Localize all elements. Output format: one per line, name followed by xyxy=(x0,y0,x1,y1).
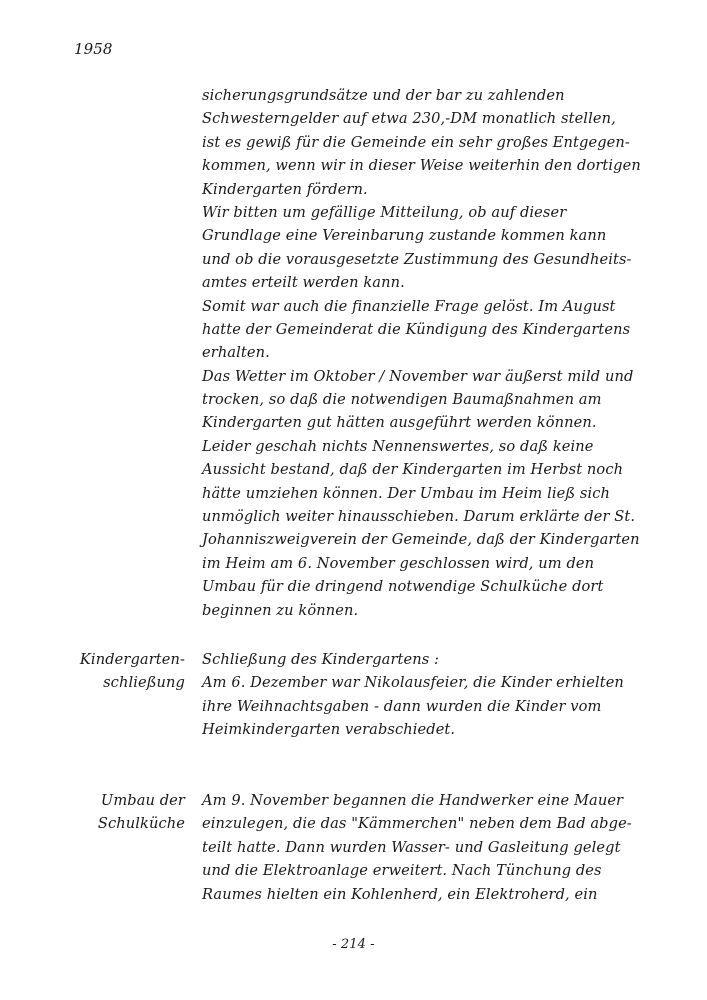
text-line: Kindergarten fördern. xyxy=(202,180,368,198)
margin-line: Kindergarten- xyxy=(79,651,185,668)
text-line: Am 9. November begannen die Handwerker eine Mauer xyxy=(202,792,624,809)
text-line: Schwesterngelder auf etwa 230,-DM monatlich stellen, xyxy=(202,110,616,128)
text-line: erhalten. xyxy=(202,344,270,362)
text-line: Leider geschah nichts Nennenswertes, so daß keine xyxy=(202,437,594,455)
paragraph-kindergarten xyxy=(202,648,642,742)
margin-line: schließung xyxy=(103,674,185,692)
text-line: hätte umziehen können. Der Umbau im Heim ließ sich xyxy=(202,484,611,502)
margin-note-kindergarten xyxy=(35,648,185,695)
text-line: Umbau für die dringend notwendige Schulküche dort xyxy=(202,578,604,596)
text-line: sicherungsgrundsätze und der bar zu zahlenden xyxy=(202,87,565,104)
text-line: Aussicht bestand, daß der Kindergarten im Herbst noch xyxy=(202,461,624,479)
text-line: Wir bitten um gefällige Mitteilung, ob auf dieser xyxy=(202,203,567,221)
text-line: und die Elektroanlage erweitert. Nach Tünchung des xyxy=(202,862,602,880)
text-line: amtes erteilt werden kann. xyxy=(202,274,405,292)
margin-line: Schulküche xyxy=(97,815,185,833)
paragraph-top xyxy=(202,84,642,622)
text-line: einzulegen, die das "Kämmerchen" neben dem Bad abge- xyxy=(202,815,632,833)
margin-note-umbau xyxy=(35,789,185,836)
text-line: ist es gewiß für die Gemeinde ein sehr großes Entgegen- xyxy=(202,133,630,151)
text-line: trocken, so daß die notwendigen Baumaßnahmen am xyxy=(202,391,602,409)
text-line: teilt hatte. Dann wurden Wasser- und Gasleitung gelegt xyxy=(202,838,621,856)
text-line: ihre Weihnachtsgaben - dann wurden die Kinder vom xyxy=(202,697,602,715)
text-line: Das Wetter im Oktober / November war äußerst mild und xyxy=(202,367,634,385)
text-line: Johanniszweigverein der Gemeinde, daß der Kindergarten xyxy=(202,531,640,549)
text-line: im Heim am 6. November geschlossen wird, um den xyxy=(202,554,595,572)
text-line: kommen, wenn wir in dieser Weise weiterhin den dortigen xyxy=(202,157,641,175)
page-number: - 214 - xyxy=(332,937,375,952)
margin-line: Umbau der xyxy=(100,792,185,809)
text-line: Schließung des Kindergartens : xyxy=(202,651,440,668)
text-line: Heimkindergarten verabschiedet. xyxy=(202,721,456,739)
text-line: beginnen zu können. xyxy=(202,601,359,619)
text-line: Kindergarten gut hätten ausgeführt werden können. xyxy=(202,414,597,432)
text-line: hatte der Gemeinderat die Kündigung des Kindergartens xyxy=(202,320,631,338)
text-line: Raumes hielten ein Kohlenherd, ein Elektroherd, ein xyxy=(202,885,598,903)
text-line: Somit war auch die finanzielle Frage gelöst. Im August xyxy=(202,297,616,315)
text-line: Grundlage eine Vereinbarung zustande kommen kann xyxy=(202,227,607,245)
text-line: unmöglich weiter hinausschieben. Darum erklärte der St. xyxy=(202,508,636,526)
text-line: Am 6. Dezember war Nikolausfeier, die Kinder erhielten xyxy=(202,674,624,692)
text-line: und ob die vorausgesetzte Zustimmung des Gesundheits- xyxy=(202,250,632,268)
paragraph-umbau xyxy=(202,789,642,906)
year-header: 1958 xyxy=(74,40,113,58)
